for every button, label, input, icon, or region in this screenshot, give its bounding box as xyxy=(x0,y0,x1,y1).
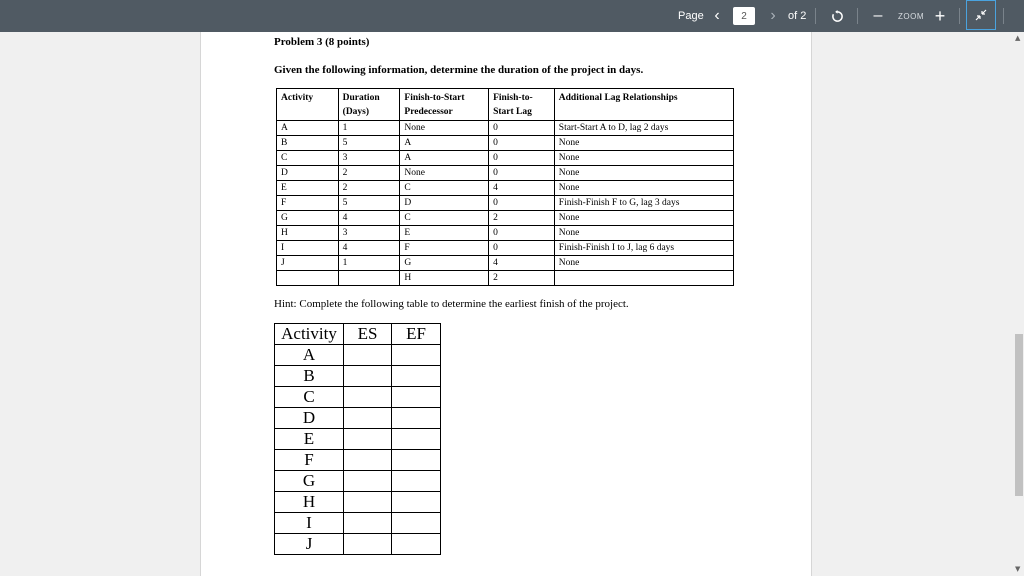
exit-fullscreen-button[interactable] xyxy=(966,0,996,30)
cell-predecessor: F xyxy=(400,241,489,256)
hint-text: Hint: Complete the following table to determine the earliest finish of the project. xyxy=(274,298,629,310)
table-row xyxy=(277,271,734,286)
answer-es-cell[interactable] xyxy=(344,492,392,513)
header-activity: Activity xyxy=(277,89,339,121)
cell-lag: 0 xyxy=(489,196,555,211)
cell-additional: None xyxy=(554,151,733,166)
cell-duration: 3 xyxy=(338,226,400,241)
previous-page-button[interactable]: ‹ xyxy=(714,7,720,24)
cell-lag: 4 xyxy=(489,181,555,196)
cell-duration: 2 xyxy=(338,166,400,181)
cell-additional xyxy=(554,271,733,286)
answer-activity-cell: E xyxy=(275,429,344,450)
answer-es-cell[interactable] xyxy=(344,387,392,408)
cell-additional: None xyxy=(554,181,733,196)
cell-lag: 2 xyxy=(489,211,555,226)
answer-es-cell[interactable] xyxy=(344,513,392,534)
answer-activity-cell: C xyxy=(275,387,344,408)
answer-activity-cell: H xyxy=(275,492,344,513)
answer-row xyxy=(275,450,441,471)
answer-es-cell[interactable] xyxy=(344,471,392,492)
cell-activity: B xyxy=(277,136,339,151)
cell-predecessor: A xyxy=(400,151,489,166)
table-row xyxy=(277,241,734,256)
page-number-input[interactable]: 2 xyxy=(733,7,755,25)
table-row xyxy=(277,166,734,181)
scroll-up-arrow[interactable]: ▲ xyxy=(1015,34,1021,42)
answer-activity-cell: A xyxy=(275,345,344,366)
cell-predecessor: A xyxy=(400,136,489,151)
cell-duration: 2 xyxy=(338,181,400,196)
table-row xyxy=(277,211,734,226)
answer-header-row xyxy=(275,324,441,345)
problem-instruction: Given the following information, determine the duration of the project in days. xyxy=(274,64,644,76)
cell-activity: I xyxy=(277,241,339,256)
answer-ef-cell[interactable] xyxy=(392,450,441,471)
answer-ef-cell[interactable] xyxy=(392,345,441,366)
document-page xyxy=(200,32,812,576)
cell-activity: F xyxy=(277,196,339,211)
cell-duration xyxy=(338,271,400,286)
table-row xyxy=(277,151,734,166)
cell-duration: 5 xyxy=(338,136,400,151)
cell-lag: 0 xyxy=(489,166,555,181)
answer-activity-cell: J xyxy=(275,534,344,555)
answer-row xyxy=(275,345,441,366)
cell-additional: Finish-Finish I to J, lag 6 days xyxy=(554,241,733,256)
answer-row xyxy=(275,534,441,555)
answer-row xyxy=(275,366,441,387)
cell-predecessor: D xyxy=(400,196,489,211)
header-predecessor: Finish-to-Start Predecessor xyxy=(400,89,489,121)
answer-es-cell[interactable] xyxy=(344,450,392,471)
cell-predecessor: G xyxy=(400,256,489,271)
answer-activity-cell: I xyxy=(275,513,344,534)
table-row xyxy=(277,121,734,136)
answer-activity-cell: B xyxy=(275,366,344,387)
cell-duration: 4 xyxy=(338,211,400,226)
cell-lag: 0 xyxy=(489,226,555,241)
cell-predecessor: C xyxy=(400,211,489,226)
table-row xyxy=(277,181,734,196)
toolbar-divider xyxy=(815,8,816,24)
answer-ef-cell[interactable] xyxy=(392,534,441,555)
cell-lag: 0 xyxy=(489,121,555,136)
cell-additional: None xyxy=(554,166,733,181)
cell-predecessor: None xyxy=(400,166,489,181)
toolbar-divider xyxy=(959,8,960,24)
cell-predecessor: E xyxy=(400,226,489,241)
answer-ef-cell[interactable] xyxy=(392,513,441,534)
cell-predecessor: H xyxy=(400,271,489,286)
table-row xyxy=(277,196,734,211)
cell-additional: Start-Start A to D, lag 2 days xyxy=(554,121,733,136)
toolbar-divider xyxy=(857,8,858,24)
cell-additional: None xyxy=(554,211,733,226)
cell-activity: D xyxy=(277,166,339,181)
answer-row xyxy=(275,387,441,408)
collapse-icon xyxy=(975,9,987,21)
answer-ef-cell[interactable] xyxy=(392,471,441,492)
answer-ef-cell[interactable] xyxy=(392,429,441,450)
zoom-in-button[interactable]: + xyxy=(934,5,946,26)
next-page-button[interactable]: › xyxy=(770,7,776,24)
answer-activity-cell: D xyxy=(275,408,344,429)
cell-predecessor: None xyxy=(400,121,489,136)
answer-row xyxy=(275,492,441,513)
cell-additional: Finish-Finish F to G, lag 3 days xyxy=(554,196,733,211)
problem-title: Problem 3 (8 points) xyxy=(274,36,370,48)
cell-additional: None xyxy=(554,226,733,241)
cell-activity: H xyxy=(277,226,339,241)
answer-row xyxy=(275,429,441,450)
cell-lag: 2 xyxy=(489,271,555,286)
cell-activity: A xyxy=(277,121,339,136)
cell-duration: 1 xyxy=(338,256,400,271)
answer-es-cell[interactable] xyxy=(344,345,392,366)
pdf-toolbar xyxy=(0,0,1024,32)
answer-header-es: ES xyxy=(344,324,392,345)
answer-es-cell[interactable] xyxy=(344,429,392,450)
page-count-label: of 2 xyxy=(788,10,807,22)
rotate-button[interactable] xyxy=(829,0,845,32)
table-row xyxy=(277,226,734,241)
zoom-out-button[interactable]: – xyxy=(873,7,883,24)
cell-activity: E xyxy=(277,181,339,196)
answer-row xyxy=(275,513,441,534)
answer-ef-cell[interactable] xyxy=(392,387,441,408)
cell-activity xyxy=(277,271,339,286)
answer-row xyxy=(275,408,441,429)
answer-es-cell[interactable] xyxy=(344,366,392,387)
cell-duration: 1 xyxy=(338,121,400,136)
cell-activity: C xyxy=(277,151,339,166)
answer-header-ef: EF xyxy=(392,324,441,345)
page-label: Page xyxy=(678,10,704,22)
cell-lag: 0 xyxy=(489,151,555,166)
header-additional: Additional Lag Relationships xyxy=(554,89,733,121)
answer-header-activity: Activity xyxy=(275,324,344,345)
scrollbar-thumb[interactable] xyxy=(1015,334,1023,496)
table-row xyxy=(277,256,734,271)
cell-activity: G xyxy=(277,211,339,226)
answer-es-cell[interactable] xyxy=(344,534,392,555)
header-duration: Duration (Days) xyxy=(338,89,400,121)
cell-activity: J xyxy=(277,256,339,271)
answer-ef-cell[interactable] xyxy=(392,408,441,429)
answer-activity-cell: G xyxy=(275,471,344,492)
answer-ef-cell[interactable] xyxy=(392,366,441,387)
table-row xyxy=(277,136,734,151)
answer-es-cell[interactable] xyxy=(344,408,392,429)
answer-ef-cell[interactable] xyxy=(392,492,441,513)
activity-table xyxy=(276,88,734,286)
cell-additional: None xyxy=(554,136,733,151)
cell-additional: None xyxy=(554,256,733,271)
zoom-label: ZOOM xyxy=(898,11,924,21)
scroll-down-arrow[interactable]: ▼ xyxy=(1015,565,1021,573)
cell-duration: 4 xyxy=(338,241,400,256)
answer-row xyxy=(275,471,441,492)
cell-predecessor: C xyxy=(400,181,489,196)
answer-table xyxy=(274,323,441,555)
table-header-row xyxy=(277,89,734,121)
answer-activity-cell: F xyxy=(275,450,344,471)
header-lag: Finish-to- Start Lag xyxy=(489,89,555,121)
cell-lag: 0 xyxy=(489,241,555,256)
rotate-icon xyxy=(831,10,844,23)
cell-duration: 5 xyxy=(338,196,400,211)
cell-lag: 0 xyxy=(489,136,555,151)
toolbar-divider xyxy=(1003,8,1004,24)
cell-duration: 3 xyxy=(338,151,400,166)
cell-lag: 4 xyxy=(489,256,555,271)
